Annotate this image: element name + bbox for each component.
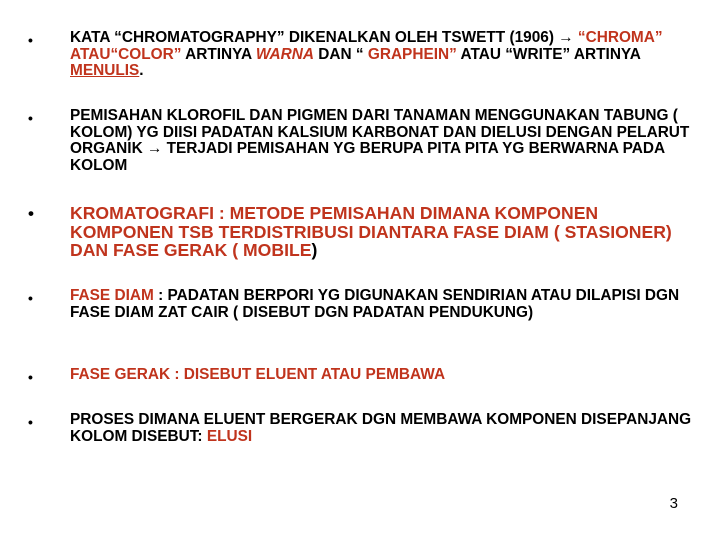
text-run: “CHROMA” ATAU“COLOR” — [70, 29, 663, 63]
bullet-dot: • — [28, 110, 33, 126]
bullet-dot: • — [28, 32, 33, 48]
text-run: GRAPHEIN” — [367, 45, 457, 63]
text-run: : PADATAN BERPORI YG DIGUNAKAN SENDIRIAN ATAU DILAPISI DGN FASE DIAM ZAT CAIR ( DISEBUT DGN PADATAN PENDUKUNG) — [70, 287, 680, 321]
text-run: FASE GERAK : DISEBUT ELUENT ATAU PEMBAWA — [70, 366, 446, 383]
bullet-dot: • — [28, 290, 33, 306]
text-run: ARTINYA — [181, 45, 256, 63]
text-run: ATAU “WRITE” ARTINYA — [456, 45, 641, 63]
text-run: KROMATOGRAFI : METODE PEMISAHAN DIMANA KOMPONEN KOMPONEN TSB TERDISTRIBUSI DIANTARA FASE DIAM ( STASIONER) DAN FASE GERAK ( MOBILE — [70, 203, 672, 260]
item-text-5 — [70, 367, 700, 384]
item-text-3 — [70, 204, 700, 260]
text-run: PROSES DIMANA ELUENT BERGERAK DGN MEMBAWA KOMPONEN DISEPANJANG KOLOM DISEBUT: — [70, 411, 692, 445]
text-run: ) — [311, 240, 318, 260]
text-run: KATA “CHROMATOGRAPHY” DIKENALKAN OLEH TSWETT (1906) → — [70, 29, 578, 46]
text-run: WARNA — [255, 45, 314, 63]
text-run: FASE DIAM — [70, 287, 154, 304]
item-text-6 — [70, 412, 700, 445]
page-number: 3 — [669, 495, 678, 512]
text-run: . — [139, 62, 144, 79]
text-run: PEMISAHAN KLOROFIL DAN PIGMEN DARI TANAMAN MENGGUNAKAN TABUNG ( KOLOM) YG DIISI PADATAN KALSIUM KARBONAT DAN DIELUSI DENGAN PELARUT ORGANIK → TERJADI PEMISAHAN YG BERUPA PITA PITA YG BERWARNA PADA KOLOM — [70, 107, 690, 174]
item-text-1 — [70, 30, 700, 80]
bullet-dot: • — [28, 414, 33, 430]
bullet-dot: • — [28, 204, 34, 223]
text-run: MENULIS — [70, 62, 140, 79]
text-run: DAN “ — [313, 45, 368, 63]
text-run: ELUSI — [206, 427, 253, 445]
item-text-2 — [70, 108, 700, 174]
item-text-4 — [70, 288, 700, 321]
bullet-dot: • — [28, 369, 33, 385]
